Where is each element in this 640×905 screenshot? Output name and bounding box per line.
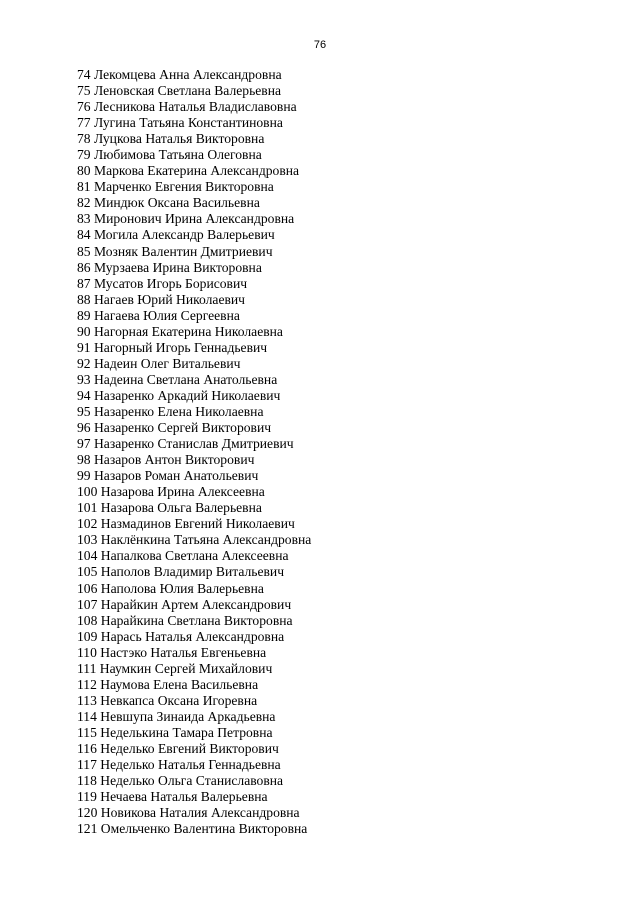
list-item: 103 Наклёнкина Татьяна Александровна (77, 532, 312, 548)
list-item: 106 Наполова Юлия Валерьевна (77, 580, 264, 596)
list-item: 87 Мусатов Игорь Борисович (77, 275, 248, 291)
list-item: 88 Нагаев Юрий Николаевич (77, 291, 246, 307)
list-item: 89 Нагаева Юлия Сергеевна (77, 307, 240, 323)
list-item: 111 Наумкин Сергей Михайлович (77, 660, 273, 676)
list-item: 98 Назаров Антон Викторович (77, 452, 255, 468)
list-item: 100 Назарова Ирина Алексеевна (77, 484, 265, 500)
list-item: 77 Лугина Татьяна Константиновна (77, 115, 283, 131)
list-item: 83 Миронович Ирина Александровна (77, 211, 295, 227)
list-item: 115 Неделькина Тамара Петровна (77, 724, 273, 740)
list-item: 119 Нечаева Наталья Валерьевна (77, 789, 268, 805)
list-item: 110 Настэко Наталья Евгеньевна (77, 644, 267, 660)
list-item: 108 Нарайкина Светлана Викторовна (77, 612, 293, 628)
list-item: 109 Нарась Наталья Александровна (77, 628, 285, 644)
list-item: 75 Леновская Светлана Валерьевна (77, 83, 282, 99)
list-item: 96 Назаренко Сергей Викторович (77, 420, 272, 436)
list-item: 84 Могила Александр Валерьевич (77, 227, 275, 243)
list-item: 120 Новикова Наталия Александровна (77, 805, 300, 821)
list-item: 90 Нагорная Екатерина Николаевна (77, 323, 283, 339)
list-item: 80 Маркова Екатерина Александровна (77, 163, 300, 179)
name-list (77, 67, 311, 837)
list-item: 101 Назарова Ольга Валерьевна (77, 500, 262, 516)
list-item: 112 Наумова Елена Васильевна (77, 676, 259, 692)
list-item: 121 Омельченко Валентина Викторовна (77, 821, 308, 837)
list-item: 85 Мозняк Валентин Дмитриевич (77, 243, 273, 259)
list-item: 105 Наполов Владимир Витальевич (77, 564, 285, 580)
list-item: 91 Нагорный Игорь Геннадьевич (77, 339, 268, 355)
list-item: 113 Невкапса Оксана Игоревна (77, 692, 258, 708)
list-item: 81 Марченко Евгения Викторовна (77, 179, 274, 195)
list-item: 78 Луцкова Наталья Викторовна (77, 131, 265, 147)
list-item: 117 Неделько Наталья Геннадьевна (77, 757, 281, 773)
list-item: 118 Неделько Ольга Станиславовна (77, 773, 284, 789)
list-item: 93 Надеина Светлана Анатольевна (77, 371, 278, 387)
list-item: 94 Назаренко Аркадий Николаевич (77, 387, 281, 403)
list-item: 74 Лекомцева Анна Александровна (77, 67, 282, 82)
list-item: 104 Напалкова Светлана Алексеевна (77, 548, 289, 564)
list-item: 116 Неделько Евгений Викторович (77, 740, 279, 756)
page-number: 76 (313, 39, 327, 51)
list-item: 107 Нарайкин Артем Александрович (77, 596, 292, 612)
list-item: 102 Назмадинов Евгений Николаевич (77, 516, 295, 532)
list-item: 114 Невшупа Зинаида Аркадьевна (77, 708, 276, 724)
list-item: 97 Назаренко Станислав Дмитриевич (77, 436, 294, 452)
list-item: 82 Миндюк Оксана Васильевна (77, 195, 260, 211)
list-item: 86 Мурзаева Ирина Викторовна (77, 259, 262, 275)
list-item: 76 Лесникова Наталья Владиславовна (77, 99, 297, 115)
list-item: 79 Любимова Татьяна Олеговна (77, 147, 262, 163)
list-item: 99 Назаров Роман Анатольевич (77, 468, 259, 484)
list-item: 92 Надеин Олег Витальевич (77, 355, 241, 371)
list-item: 95 Назаренко Елена Николаевна (77, 403, 264, 419)
